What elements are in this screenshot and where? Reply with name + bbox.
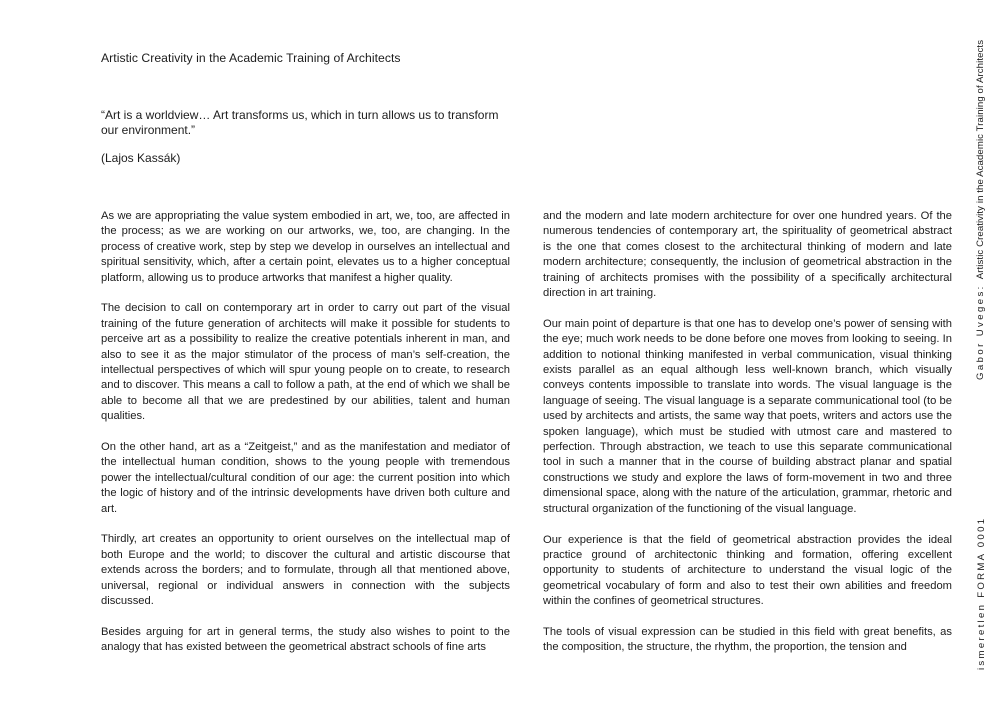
publication-mark: ismeretlen FORMA 0001 — [976, 516, 987, 670]
paragraph: Thirdly, art creates an opportunity to orient ourselves on the intellectual map of both Europe and the world; to discover the cultural and artistic discourse that extends across the borders; and to formulate, through all that mentioned above, universal, regional or individual answers in connection with the subjects discussed. — [101, 533, 510, 608]
publication-mark-vertical — [967, 505, 997, 670]
article-title: Artistic Creativity in the Academic Training of Architects — [101, 51, 401, 65]
left-text-column — [101, 209, 510, 671]
running-header-author: Gabor Uveges: — [975, 284, 986, 380]
running-header-title: Artistic Creativity in the Academic Training of Architects — [975, 39, 986, 280]
paragraph: On the other hand, art as a “Zeitgeist,” and as the manifestation and mediator of the intellectual human condition, shows to the young people with tremendous power the intellectual/cultural condition of our age: the current position into which the logic of history and of the intrinsic developments have driven both culture and art. — [101, 441, 510, 515]
epigraph-quote: “Art is a worldview… Art transforms us, which in turn allows us to transform our environment.” — [101, 108, 499, 138]
paragraph: Our experience is that the field of geometrical abstraction provides the ideal practice ground of architectonic thinking and formation, offering excellent opportunity to students of architecture to understand the visual logic of the geometrical vocabulary of form and also to test their own abilities and freedom within the confines of geometrical structures. — [543, 533, 952, 608]
paragraph: The decision to call on contemporary art in order to carry out part of the visual training of the future generation of architects will make it possible for students to perceive art as a possibility to realize the creative potentials inherent in man, and also to see it as the major stimulator of the process of man’s self-creation, the intellectual perspectives of which will spur young people on to create, to research and to discover. This means a call to follow a path, at the end of which we shall be able to become all that we are predestined by our abilities, talent and human qualities. — [101, 302, 510, 423]
paragraph: As we are appropriating the value system embodied in art, we, too, are affected in the process; as we are working on our artworks, we, too, are changing. In the process of creative work, step by step we develop in ourselves an intellectual and spiritual sensitivity, which, after a certain point, elevates us to a higher conceptual platform, allowing us to produce artworks that manifest a higher quality. — [101, 210, 510, 284]
running-header-text — [975, 40, 986, 380]
epigraph-author: (Lajos Kassák) — [101, 151, 181, 165]
right-text-column — [543, 209, 952, 671]
paragraph: and the modern and late modern architecture for over one hundred years. Of the numerous tendencies of contemporary art, the spirituality of geometrical abstract is the one that comes closest to the architectural thinking of modern and late modern architecture; consequently, the inclusion of geometrical abstraction in the training of architects promises with the possibility of a specifically architectural direction in art training. — [543, 210, 952, 300]
paragraph: The tools of visual expression can be studied in this field with great benefits, as the composition, the structure, the rhythm, the proportion, the tension and — [543, 625, 952, 654]
running-header-vertical — [967, 39, 997, 380]
paragraph: Besides arguing for art in general terms, the study also wishes to point to the analogy that has existed between the geometrical abstract schools of fine arts — [101, 625, 510, 654]
paragraph: Our main point of departure is that one has to develop one’s power of sensing with the eye; much work needs to be done before one moves from looking to seeing. In addition to notional thinking manifested in verbal communication, visual thinking exists parallel as an equal although less well-known branch, which visually conveys contents impossible to translate into words. The visual language is the language of seeing. The visual language is a separate communicational tool (to be used by architects and artists, the same way that poets, writers and actors use the spoken language), which must be studied with utmost care and mastered to perfection. Through abstraction, we teach to use this separate communicational tool in such a manner that in the course of building abstract planar and spatial constructions we study and explore the laws of form-movement in two and three dimensional space, along with the nature of the articulation, grammar, rhetoric and structural organization of the functioning of the visual language. — [543, 317, 952, 515]
